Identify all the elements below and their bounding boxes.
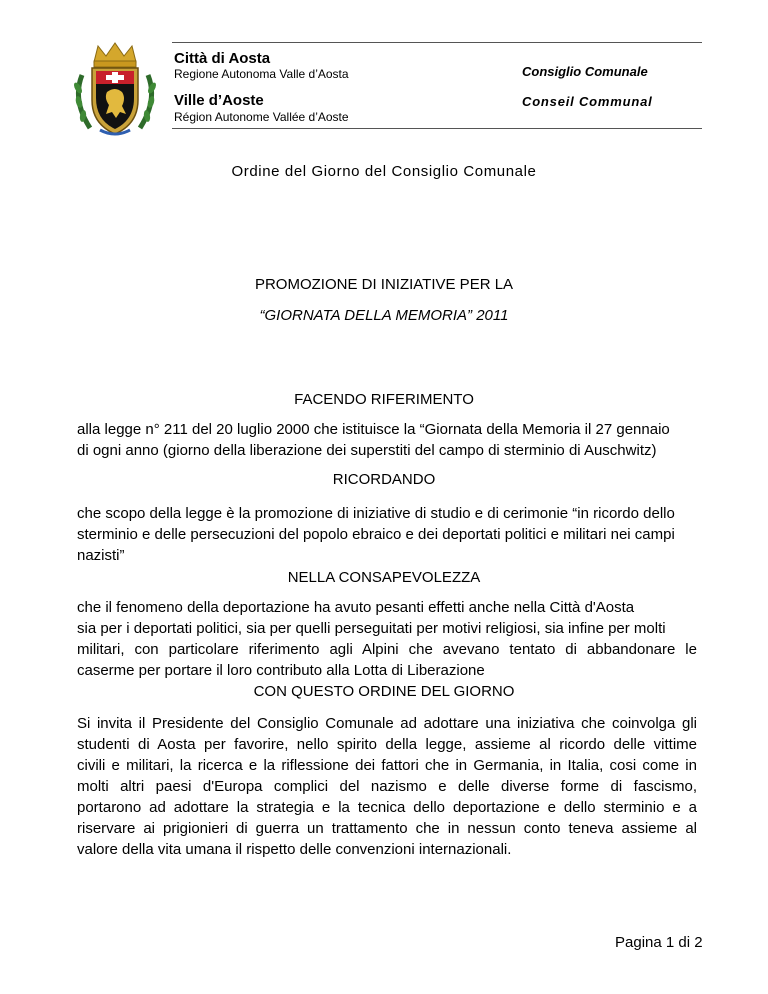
council-name-italian: Consiglio Comunale bbox=[522, 64, 648, 79]
header-bottom-rule bbox=[172, 128, 702, 129]
paragraph-line: che scopo della legge è la promozione di iniziative di studio e di cerimonie “in ricordo dello bbox=[77, 505, 675, 522]
city-name-french: Ville d’Aoste bbox=[174, 92, 264, 109]
header-top-rule bbox=[172, 42, 702, 43]
paragraph-line: di ogni anno (giorno della liberazione dei superstiti del campo di sterminio di Auschwitz) bbox=[77, 442, 657, 459]
paragraph-line: sterminio e delle persecuzioni del popolo ebraico e dei deportati politici e militari nei campi bbox=[77, 526, 675, 543]
section-body-con-questo-ordine bbox=[77, 713, 697, 860]
paragraph-line: molti altri paesi d'Europa complici del nazismo e delle diverse forme di fascismo, bbox=[77, 778, 697, 795]
paragraph-line: caserme per portare il loro contributo alla Lotta di Liberazione bbox=[77, 662, 485, 679]
page-number: Pagina 1 di 2 bbox=[615, 934, 703, 951]
section-body-facendo-riferimento bbox=[77, 419, 697, 461]
document-title-line-2: “GIORNATA DELLA MEMORIA” 2011 bbox=[259, 307, 509, 324]
paragraph-line: valore della vita umana il rispetto delle convenzioni internazionali. bbox=[77, 841, 512, 858]
paragraph-line: civili e militari, la ricerca e la riflessione dei fattori che in Germania, in Italia, cosi come in bbox=[77, 757, 697, 774]
paragraph-line: che il fenomeno della deportazione ha avuto pesanti effetti anche nella Città d'Aosta bbox=[77, 599, 635, 616]
paragraph-line: portarono ad adottare la strategia e la tecnica dello deportazione e dello sterminio e a bbox=[77, 799, 697, 816]
paragraph-line: militari, con particolare riferimento agli Alpini che avevano tentato di abbandonare le bbox=[77, 641, 697, 658]
paragraph-line: Si invita il Presidente del Consiglio Comunale ad adottare una iniziativa che coinvolga gli bbox=[77, 715, 697, 732]
paragraph-line: studenti di Aosta per favorire, nello spirito della legge, assieme al ricordo delle vittime bbox=[77, 736, 697, 753]
document-title-line-1: PROMOZIONE DI INIZIATIVE PER LA bbox=[254, 276, 514, 293]
paragraph-line: nazisti” bbox=[77, 547, 125, 564]
paragraph-line: sia per i deportati politici, sia per quelli perseguitati per motivi religiosi, sia infine per molti bbox=[77, 620, 666, 637]
region-name-italian: Regione Autonoma Valle d’Aosta bbox=[174, 67, 349, 81]
section-heading-con-questo-ordine: CON QUESTO ORDINE DEL GIORNO bbox=[253, 683, 515, 700]
section-body-ricordando bbox=[77, 503, 697, 566]
city-name-italian: Città di Aosta bbox=[174, 50, 271, 67]
section-heading-ricordando: RICORDANDO bbox=[332, 471, 436, 488]
section-heading-nella-consapevolezza: NELLA CONSAPEVOLEZZA bbox=[287, 569, 481, 586]
document-heading: Ordine del Giorno del Consiglio Comunale bbox=[231, 163, 537, 180]
section-body-nella-consapevolezza bbox=[77, 597, 697, 681]
paragraph-line: riservare ai prigionieri di guerra un trattamento che in nessun conto teneva assieme al bbox=[77, 820, 697, 837]
region-name-french: Région Autonome Vallée d’Aoste bbox=[174, 110, 349, 124]
council-name-french: Conseil Communal bbox=[522, 94, 653, 109]
section-heading-facendo-riferimento: FACENDO RIFERIMENTO bbox=[294, 391, 474, 408]
coat-of-arms-icon bbox=[70, 40, 160, 140]
paragraph-line: alla legge n° 211 del 20 luglio 2000 che istituisce la “Giornata della Memoria il 27 gennaio bbox=[77, 421, 670, 438]
